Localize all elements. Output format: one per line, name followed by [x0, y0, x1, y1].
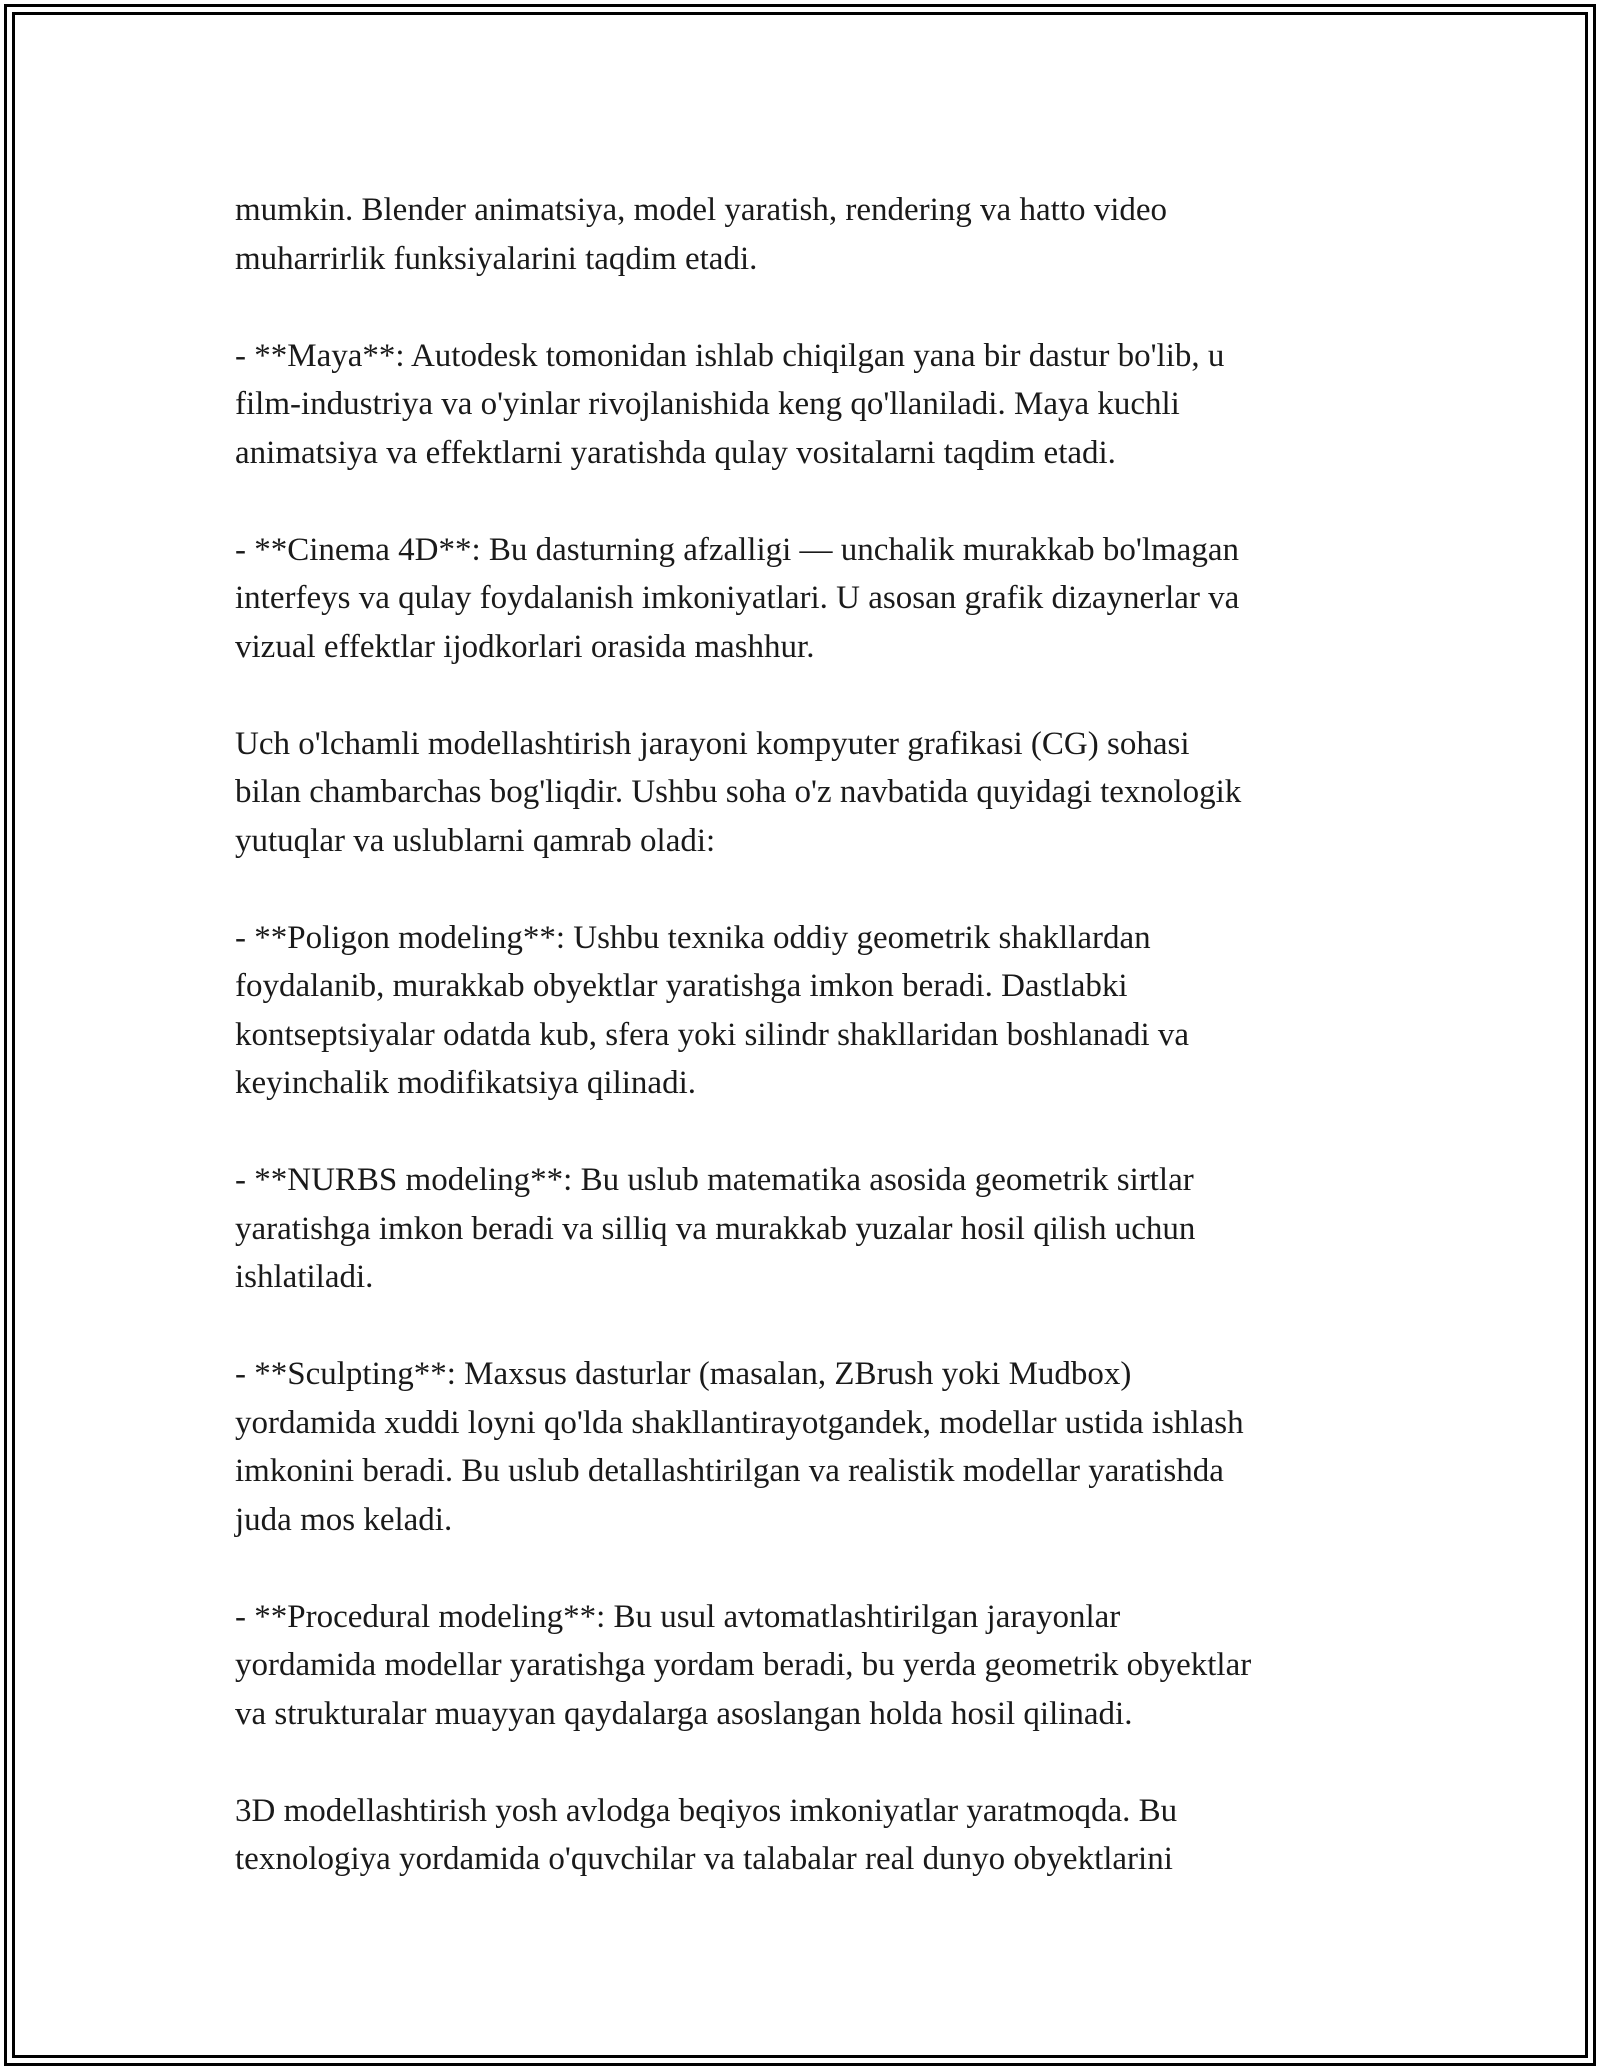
paragraph-sculpting: - **Sculpting**: Maxsus dasturlar (masalan, ZBrush yoki Mudbox) yordamida xuddi loyni qo'lda shakllantirayotgandek, modellar ustida ishlash imkonini beradi. Bu uslub detallashtirilgan va realistik modellar yaratishda juda mos keladi. — [235, 1356, 1244, 1538]
paragraph-poligon-modeling: - **Poligon modeling**: Ushbu texnika oddiy geometrik shakllardan foydalanib, murakkab obyektlar yaratishga imkon beradi. Dastlabki kontseptsiyalar odatda kub, sfera yoki silindr shakllaridan boshlanadi va keyinchalik modifikatsiya qilinadi. — [235, 919, 1190, 1101]
document-body — [235, 186, 1375, 1932]
paragraph-nurbs-modeling: - **NURBS modeling**: Bu uslub matematika asosida geometrik sirtlar yaratishga imkon beradi va silliq va murakkab yuzalar hosil qilish uchun ishlatiladi. — [235, 1162, 1196, 1295]
paragraph-cinema-4d: - **Cinema 4D**: Bu dasturning afzalligi — unchalik murakkab bo'lmagan interfeys va qulay foydalanish imkoniyatlari. U asosan grafik dizaynerlar va vizual effektlar ijodkorlari orasida mashhur. — [235, 531, 1240, 665]
paragraph-maya: - **Maya**: Autodesk tomonidan ishlab chiqilgan yana bir dastur bo'lib, u film-industriya va o'yinlar rivojlanishida keng qo'llaniladi. Maya kuchli animatsiya va effektlarni yaratishda qulay vositalarni taqdim etadi. — [235, 337, 1225, 471]
paragraph-3d-education: 3D modellashtirish yosh avlodga beqiyos imkoniyatlar yaratmoqda. Bu texnologiya yordamida o'quvchilar va talabalar real dunyo obyektlarini — [235, 1792, 1178, 1877]
paragraph-procedural-modeling: - **Procedural modeling**: Bu usul avtomatlashtirilgan jarayonlar yordamida modellar yaratishga yordam beradi, bu yerda geometrik obyektlar va strukturalar muayyan qaydalarga asoslangan holda hosil qilinadi. — [235, 1598, 1252, 1732]
paragraph-cg-intro: Uch o'lchamli modellashtirish jarayoni kompyuter grafikasi (CG) sohasi bilan chambarchas bog'liqdir. Ushbu soha o'z navbatida quyidagi texnologik yutuqlar va uslublarni qamrab oladi: — [235, 725, 1242, 859]
paragraph-blender-continuation: mumkin. Blender animatsiya, model yaratish, rendering va hatto video muharrirlik funksiyalarini taqdim etadi. — [235, 192, 1168, 277]
